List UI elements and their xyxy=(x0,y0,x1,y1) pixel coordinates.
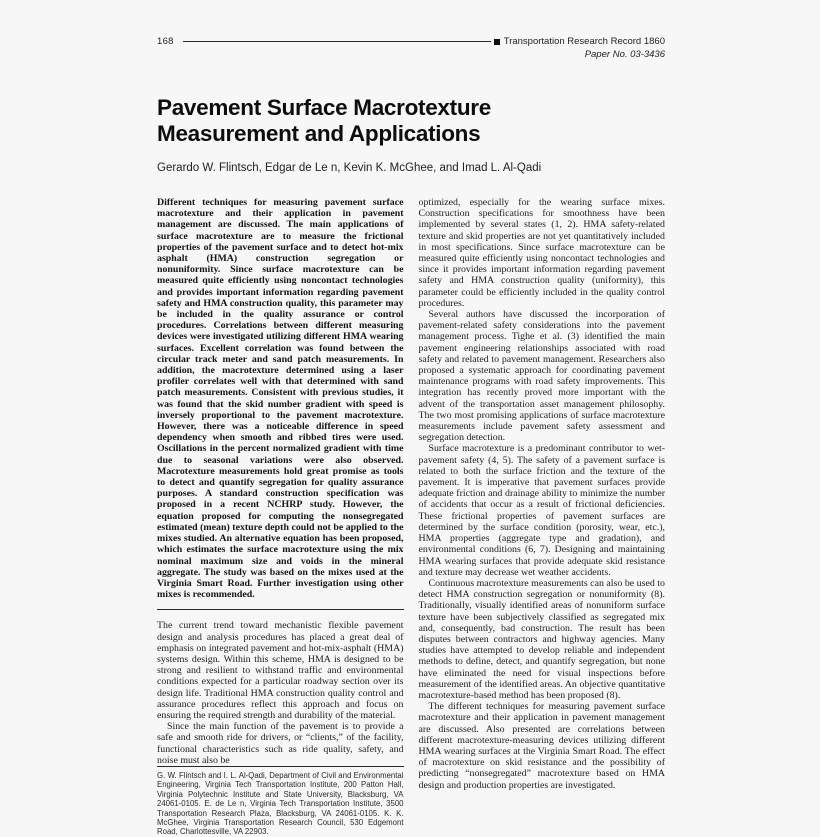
journal-name: Transportation Research Record 1860 xyxy=(503,36,665,47)
article-title-line-1: Pavement Surface Macrotexture xyxy=(157,95,491,120)
author-byline: Gerardo W. Flintsch, Edgar de Le n, Kevin K. McGhee, and Imad L. Al-Qadi xyxy=(157,162,542,174)
running-header xyxy=(157,36,665,60)
body-paragraph: Continuous macrotexture measurements can also be used to detect HMA construction segregation or nonuniformity (8). Traditionally, visually identified areas of nonuniform surface texture have been subjectively classified as segregated mix and, consequently, bad construction. The result has been disputes between contractors and highway agencies. Many studies have attempted to develop reliable and independent methods to define, detect, and quantify segregation, but none have eliminated the need for visual inspections before measurement of the identified areas. An objective quantitative macrotexture-based method has been proposed (8). xyxy=(418,577,665,701)
footnote-divider xyxy=(157,766,404,767)
abstract-text: Different techniques for measuring pavement surface macrotexture and their application in pavement management are discussed. The main applications of surface macrotexture are to measure the frictional properties of the pavement surface and to detect hot-mix asphalt (HMA) construction segregation or nonuniformity. Since surface macrotexture can be measured quite efficiently using noncontact technologies and provides important information regarding pavement safety and HMA construction quality, this parameter may be included in the quality assurance or control procedures. Correlations between different measuring devices were investigated utilizing different HMA wearing surfaces. Excellent correlation was found between the circular track meter and sand patch measurements. In addition, the macrotexture determined using a laser profiler correlates well with that determined with sand patch measurements. Consistent with previous studies, it was found that the skid number gradient with speed is inversely proportional to the pavement macrotexture. However, there was a noticeable difference in speed dependency when smooth and ribbed tires were used. Oscillations in the percent normalized gradient with time due to seasonal variations were also observed. Macrotexture measurements hold great promise as tools to detect and quantify segregation for quality assurance purposes. A standard construction specification was proposed in a recent NCHRP study. However, the equation proposed for computing the nonsegregated estimated (mean) texture depth could not be applied to the mixes studied. An alternative equation has been proposed, which estimates the surface macrotexture using the mix nominal maximum size and voids in the mineral aggregate. The study was based on the mixes used at the Virginia Smart Road. Further investigation using other mixes is recommended. xyxy=(157,197,404,601)
body-paragraph: Surface macrotexture is a predominant contributor to wet-pavement safety (4, 5). The safety of a pavement surface is related to both the surface friction and the texture of the pavement. It is imperative that pavement surfaces provide adequate friction and drainage ability to minimize the number of accidents that occur as a result of frictional deficiencies. These frictional properties of pavement surfaces are determined by the surface condition (porosity, wear, etc.), HMA properties (aggregate type and gradation), and environmental conditions (6, 7). Designing and maintaining HMA wearing surfaces that provide adequate skid resistance and texture may decrease wet weather accidents. xyxy=(418,443,665,578)
article-title-line-2: Measurement and Applications xyxy=(157,121,481,146)
body-paragraph: The current trend toward mechanistic flexible pavement design and analysis procedures has placed a great deal of emphasis on integrated pavement and hot-mix-asphalt (HMA) systems design. Within this scheme, HMA is designed to be strong and resilient to withstand traffic and environmental conditions expected for a particular roadway section over its design life. Traditional HMA construction quality control and assurance procedures reflect this approach and focus on ensuring the required strength and durability of the material. xyxy=(157,620,404,721)
page-content xyxy=(157,36,665,837)
body-paragraph: The different techniques for measuring pavement surface macrotexture and their application in pavement management are discussed. Also presented are correlations between different macrotexture-measuring devices utilizing different HMA wearing surfaces at the Virginia Smart Road. The effect of macrotexture on skid resistance and the possibility of predicting “nonsegregated” macrotexture based on HMA design and production properties are investigated. xyxy=(418,701,665,791)
filled-square-icon xyxy=(494,39,500,45)
author-footnote xyxy=(157,766,404,837)
page-number: 168 xyxy=(157,36,174,47)
body-paragraph: optimized, especially for the wearing surface mixes. Construction specifications for smoothness have been implemented by several states (1, 2). HMA safety-related texture and skid properties are not yet quantitatively included in most specifications. Since surface macrotexture can be measured quite efficiently using noncontact technologies and since it provides important information regarding pavement safety and HMA construction quality (uniformity), this parameter could be efficiently included in the quality control procedures. xyxy=(418,197,665,309)
right-column xyxy=(418,197,666,791)
header-row xyxy=(157,36,665,47)
body-paragraph: Since the main function of the pavement is to provide a safe and smooth ride for drivers, or “clients,” of the facility, functional characteristics such as ride quality, safety, and noise must also be xyxy=(157,721,404,766)
left-column xyxy=(157,197,404,837)
footnote-text: G. W. Flintsch and I. L. Al-Qadi, Department of Civil and Environmental Engineering, Virginia Tech Transportation Institute, 200 Patton Hall, Virginia Polytechnic Institute and State University, Blacksburg, VA 24061-0105. E. de Le n, Virginia Tech Transportation Institute, 3500 Transportation Research Plaza, Blacksburg, VA 24061-0105. K. K. McGhee, Virginia Transportation Research Council, 530 Edgemont Road, Charlottesville, VA 22903. xyxy=(157,770,404,837)
paper-number: Paper No. 03-3436 xyxy=(584,49,665,60)
article-title xyxy=(157,95,665,147)
abstract-divider xyxy=(157,609,404,610)
body-paragraph: Several authors have discussed the incorporation of pavement-related safety considerations into the pavement management process. Tighe et al. (3) identified the main pavement engineering relationships associated with road safety and related to pavement management. Researchers also proposed a systematic approach for coordinating pavement maintenance programs with road safety improvements. This integration has recently proved more important with the advent of the transportation asset management philosophy. The two most promising applications of surface macrotexture measurements include pavement safety assessment and segregation detection. xyxy=(418,309,665,444)
two-column-body xyxy=(157,197,665,837)
header-rule xyxy=(183,41,491,42)
